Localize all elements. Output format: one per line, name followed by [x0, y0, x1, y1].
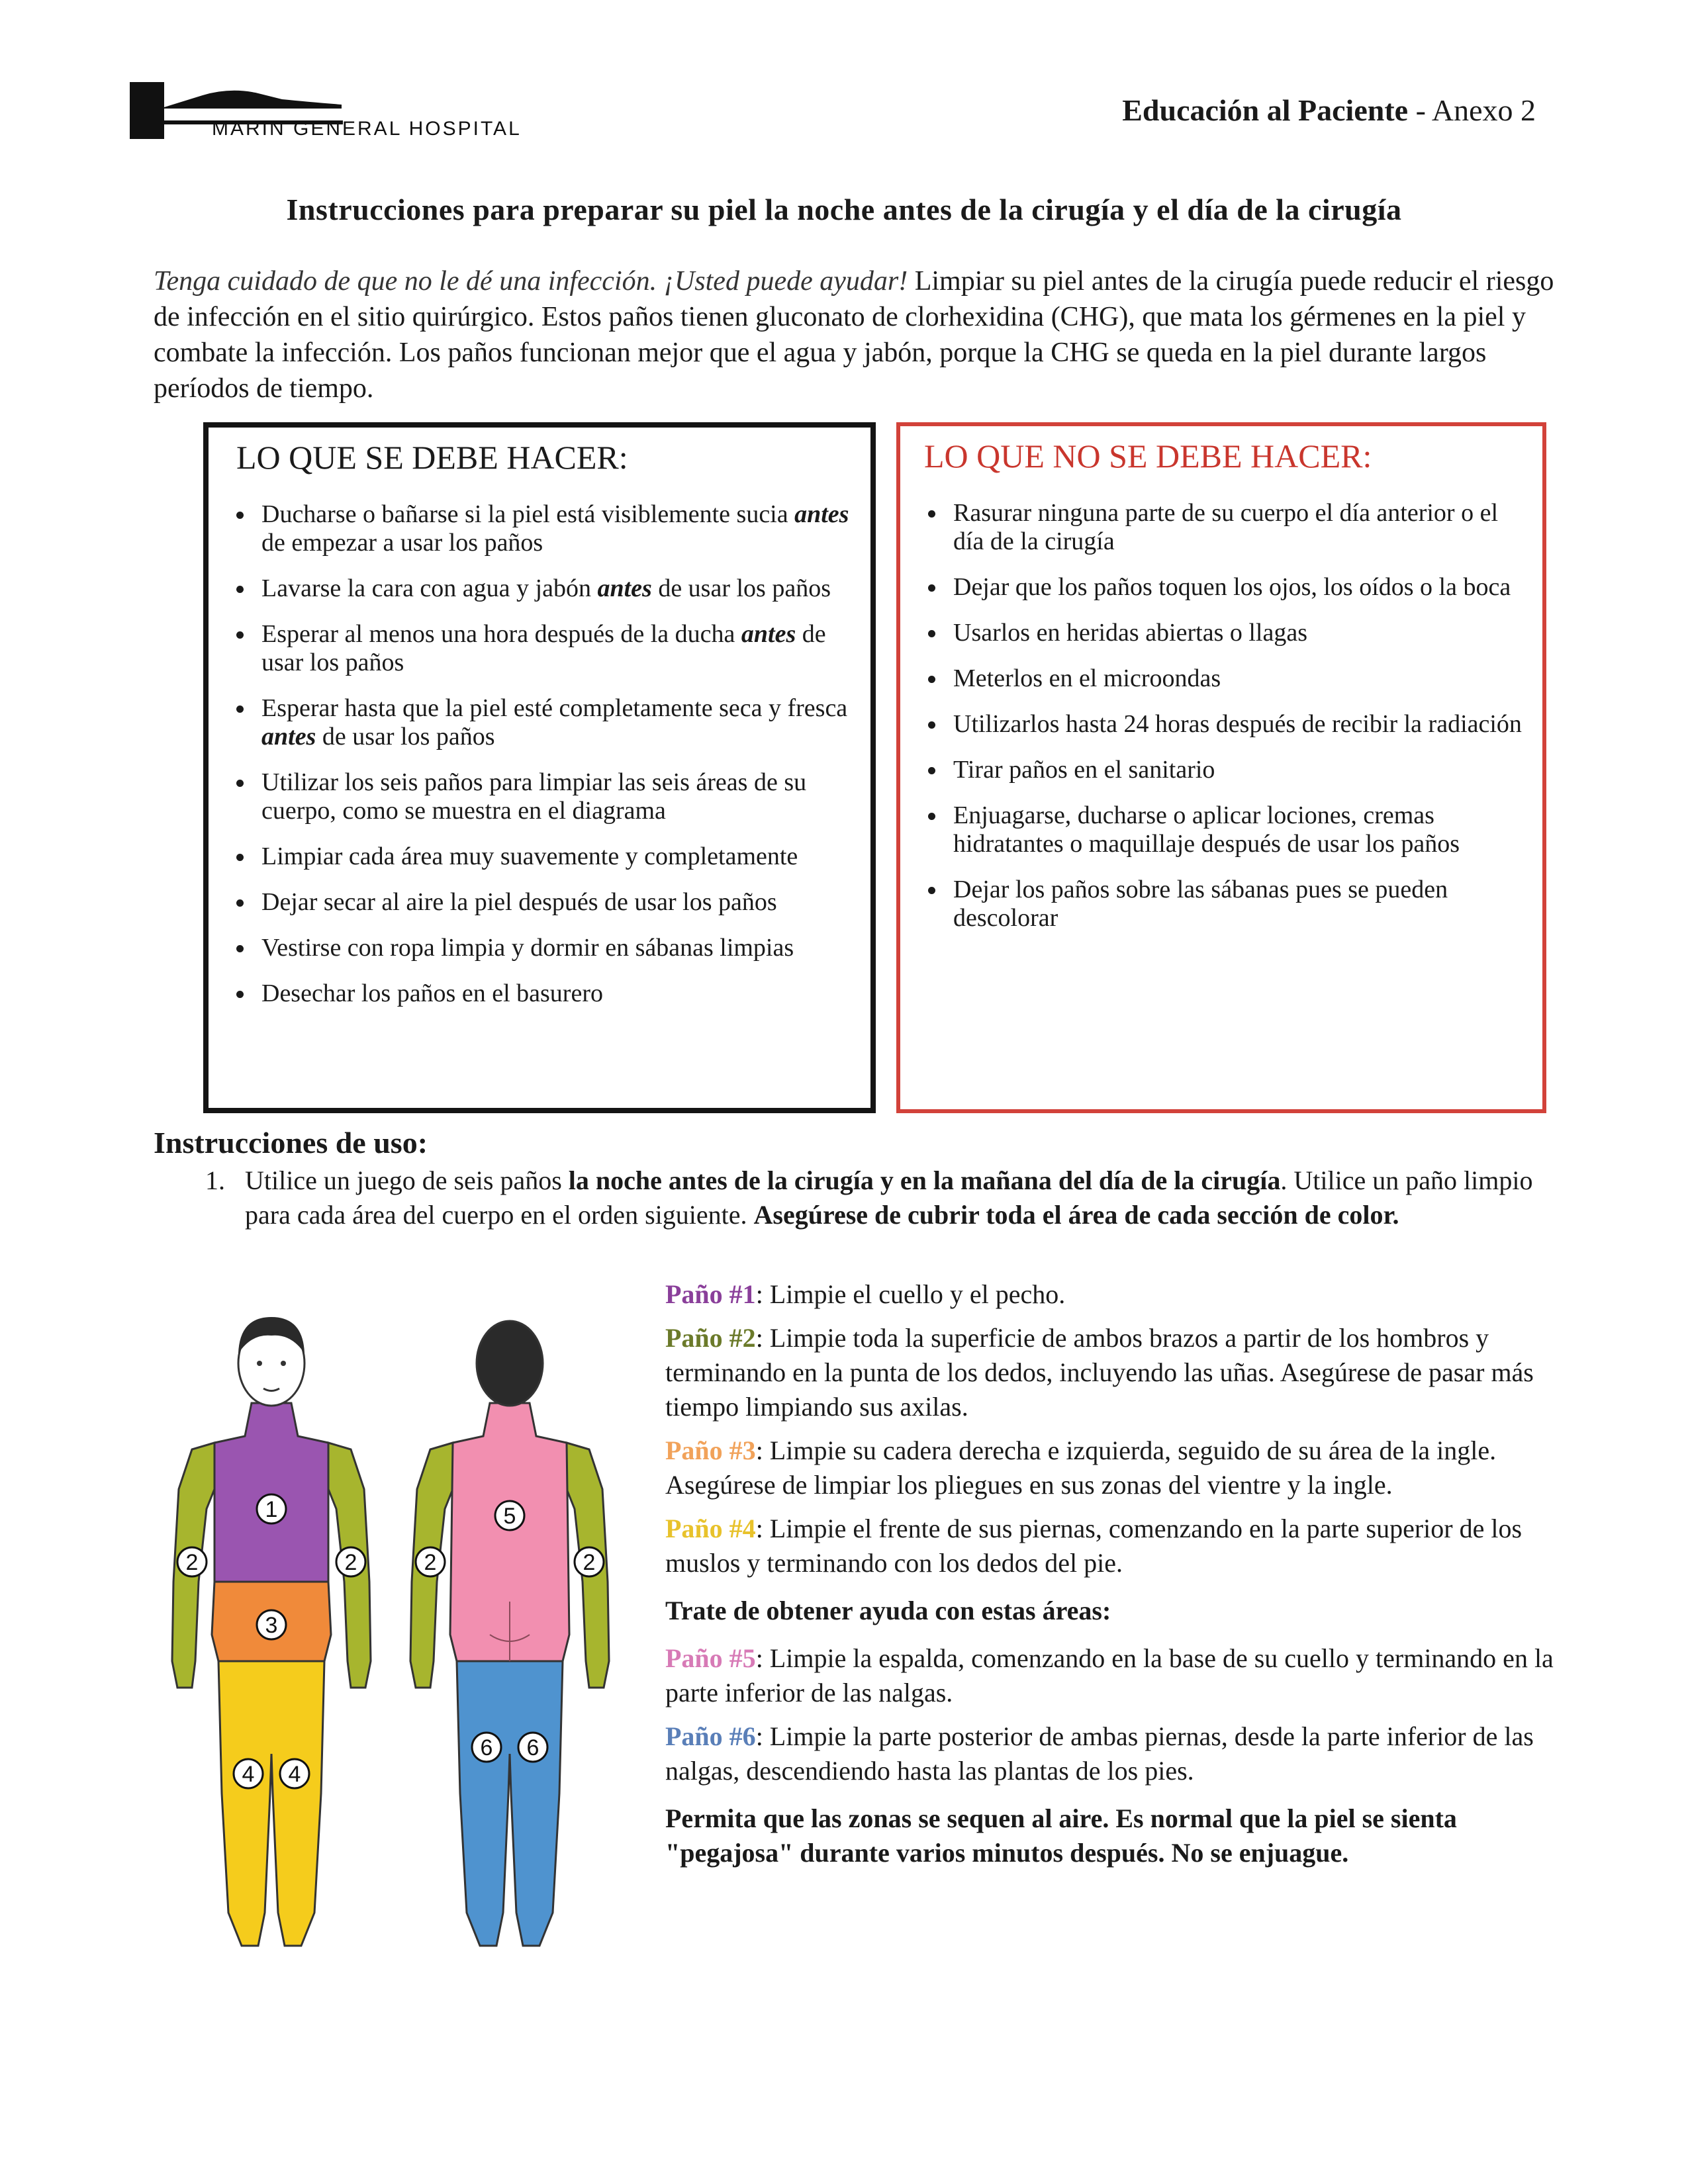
do-item: Esperar hasta que la piel esté completamente seca y fresca antes de usar los paños	[227, 694, 851, 751]
front-marker-2-right: 2	[344, 1550, 357, 1575]
instruction-3: Paño #3: Limpie su cadera derecha e izquierda, seguido de su área de la ingle. Asegúrese de limpiar los pliegues en sus zonas del vientre y la ingle.	[665, 1435, 1497, 1500]
do-box-title: LO QUE SE DEBE HACER:	[236, 439, 628, 476]
instruction-1: Paño #1: Limpie el cuello y el pecho.	[665, 1279, 1066, 1309]
do-list	[227, 500, 851, 1025]
back-marker-6-right: 6	[526, 1735, 539, 1760]
intro-italic: Tenga cuidado de que no le dé una infección. ¡Usted puede ayudar!	[154, 266, 908, 296]
dont-item: Rasurar ninguna parte de su cuerpo el día anterior o el día de la cirugía	[919, 499, 1523, 556]
dont-item: Dejar que los paños toquen los ojos, los oídos o la boca	[919, 573, 1523, 602]
usage-title: Instrucciones de uso:	[154, 1126, 428, 1160]
front-marker-1: 1	[265, 1497, 278, 1522]
do-box	[203, 422, 876, 1113]
do-item: Desechar los paños en el basurero	[227, 979, 851, 1008]
dont-box-title: LO QUE NO SE DEBE HACER:	[924, 437, 1372, 475]
closing-note: Permita que las zonas se sequen al aire. Es normal que la piel se sienta "pegajosa" durante varios minutos después. No se enjuague.	[665, 1803, 1457, 1868]
dont-item: Enjuagarse, ducharse o aplicar lociones, cremas hidratantes o maquillaje después de usar los paños	[919, 801, 1523, 858]
dont-item: Utilizarlos hasta 24 horas después de recibir la radiación	[919, 710, 1523, 739]
intro-paragraph	[154, 263, 1570, 406]
dont-item: Usarlos en heridas abiertas o llagas	[919, 619, 1523, 647]
do-item: Ducharse o bañarse si la piel está visiblemente sucia antes de empezar a usar los paños	[227, 500, 851, 557]
cloth-instructions	[665, 1277, 1589, 1880]
hospital-name: MARIN GENERAL HOSPITAL	[212, 118, 522, 140]
back-marker-5: 5	[503, 1504, 516, 1529]
front-marker-4-right: 4	[288, 1762, 301, 1787]
usage-step-1: 1. Utilice un juego de seis paños la noche antes de la cirugía y en la mañana del día de la cirugía. Utilice un paño limpio para cada área del cuerpo en el orden siguiente. Asegúrese de cubrir toda el área de cada sección de color.	[205, 1163, 1569, 1232]
front-torso-zone	[214, 1403, 328, 1582]
help-heading: Trate de obtener ayuda con estas áreas:	[665, 1596, 1111, 1625]
back-marker-2-right: 2	[583, 1550, 596, 1575]
do-item: Esperar al menos una hora después de la ducha antes de usar los paños	[227, 620, 851, 677]
back-figure	[410, 1321, 609, 1946]
do-item: Dejar secar al aire la piel después de usar los paños	[227, 888, 851, 917]
do-item: Lavarse la cara con agua y jabón antes de usar los paños	[227, 574, 851, 603]
dont-item: Dejar los paños sobre las sábanas pues se pueden descolorar	[919, 876, 1523, 933]
front-marker-3: 3	[265, 1613, 278, 1638]
body-diagram	[165, 1291, 629, 1966]
instruction-6: Paño #6: Limpie la parte posterior de ambas piernas, desde la parte inferior de las nalgas, descendiendo hasta las plantas de los pies.	[665, 1721, 1534, 1786]
instruction-2: Paño #2: Limpie toda la superficie de ambos brazos a partir de los hombros y terminando en la punta de los dedos, incluyendo las uñas. Asegúrese de pasar más tiempo limpiando sus axilas.	[665, 1323, 1534, 1422]
document-label: Educación al Paciente - Anexo 2	[1122, 93, 1536, 127]
back-marker-6-left: 6	[480, 1735, 493, 1760]
do-item: Limpiar cada área muy suavemente y completamente	[227, 842, 851, 871]
do-item: Vestirse con ropa limpia y dormir en sábanas limpias	[227, 934, 851, 962]
instruction-4: Paño #4: Limpie el frente de sus piernas, comenzando en la parte superior de los muslos y terminando con los dedos del pie.	[665, 1514, 1523, 1578]
page-title: Instrucciones para preparar su piel la noche antes de la cirugía y el día de la cirugía	[286, 193, 1402, 226]
front-legs-zone	[218, 1661, 324, 1946]
do-item: Utilizar los seis paños para limpiar las seis áreas de su cuerpo, como se muestra en el diagrama	[227, 768, 851, 825]
step-number: 1.	[205, 1165, 225, 1195]
dont-box	[896, 422, 1546, 1113]
front-marker-2-left: 2	[185, 1550, 199, 1575]
dont-item: Meterlos en el microondas	[919, 664, 1523, 693]
dont-list	[919, 499, 1523, 950]
back-head	[477, 1321, 543, 1406]
dont-item: Tirar paños en el sanitario	[919, 756, 1523, 784]
intro-text: Limpiar su piel antes de la cirugía puede reducir el riesgo de infección en el sitio quirúrgico. Estos paños tienen gluconato de clorhexidina (CHG), que mata los gérmenes en la piel y combate la infección. Los paños funcionan mejor que el agua y jabón, porque la CHG se queda en la piel durante largos períodos de tiempo.	[154, 266, 1554, 404]
front-marker-4-left: 4	[242, 1762, 255, 1787]
back-marker-2-left: 2	[424, 1550, 437, 1575]
back-legs-zone	[457, 1661, 563, 1946]
instruction-5: Paño #5: Limpie la espalda, comenzando en la base de su cuello y terminando en la parte inferior de las nalgas.	[665, 1643, 1554, 1707]
